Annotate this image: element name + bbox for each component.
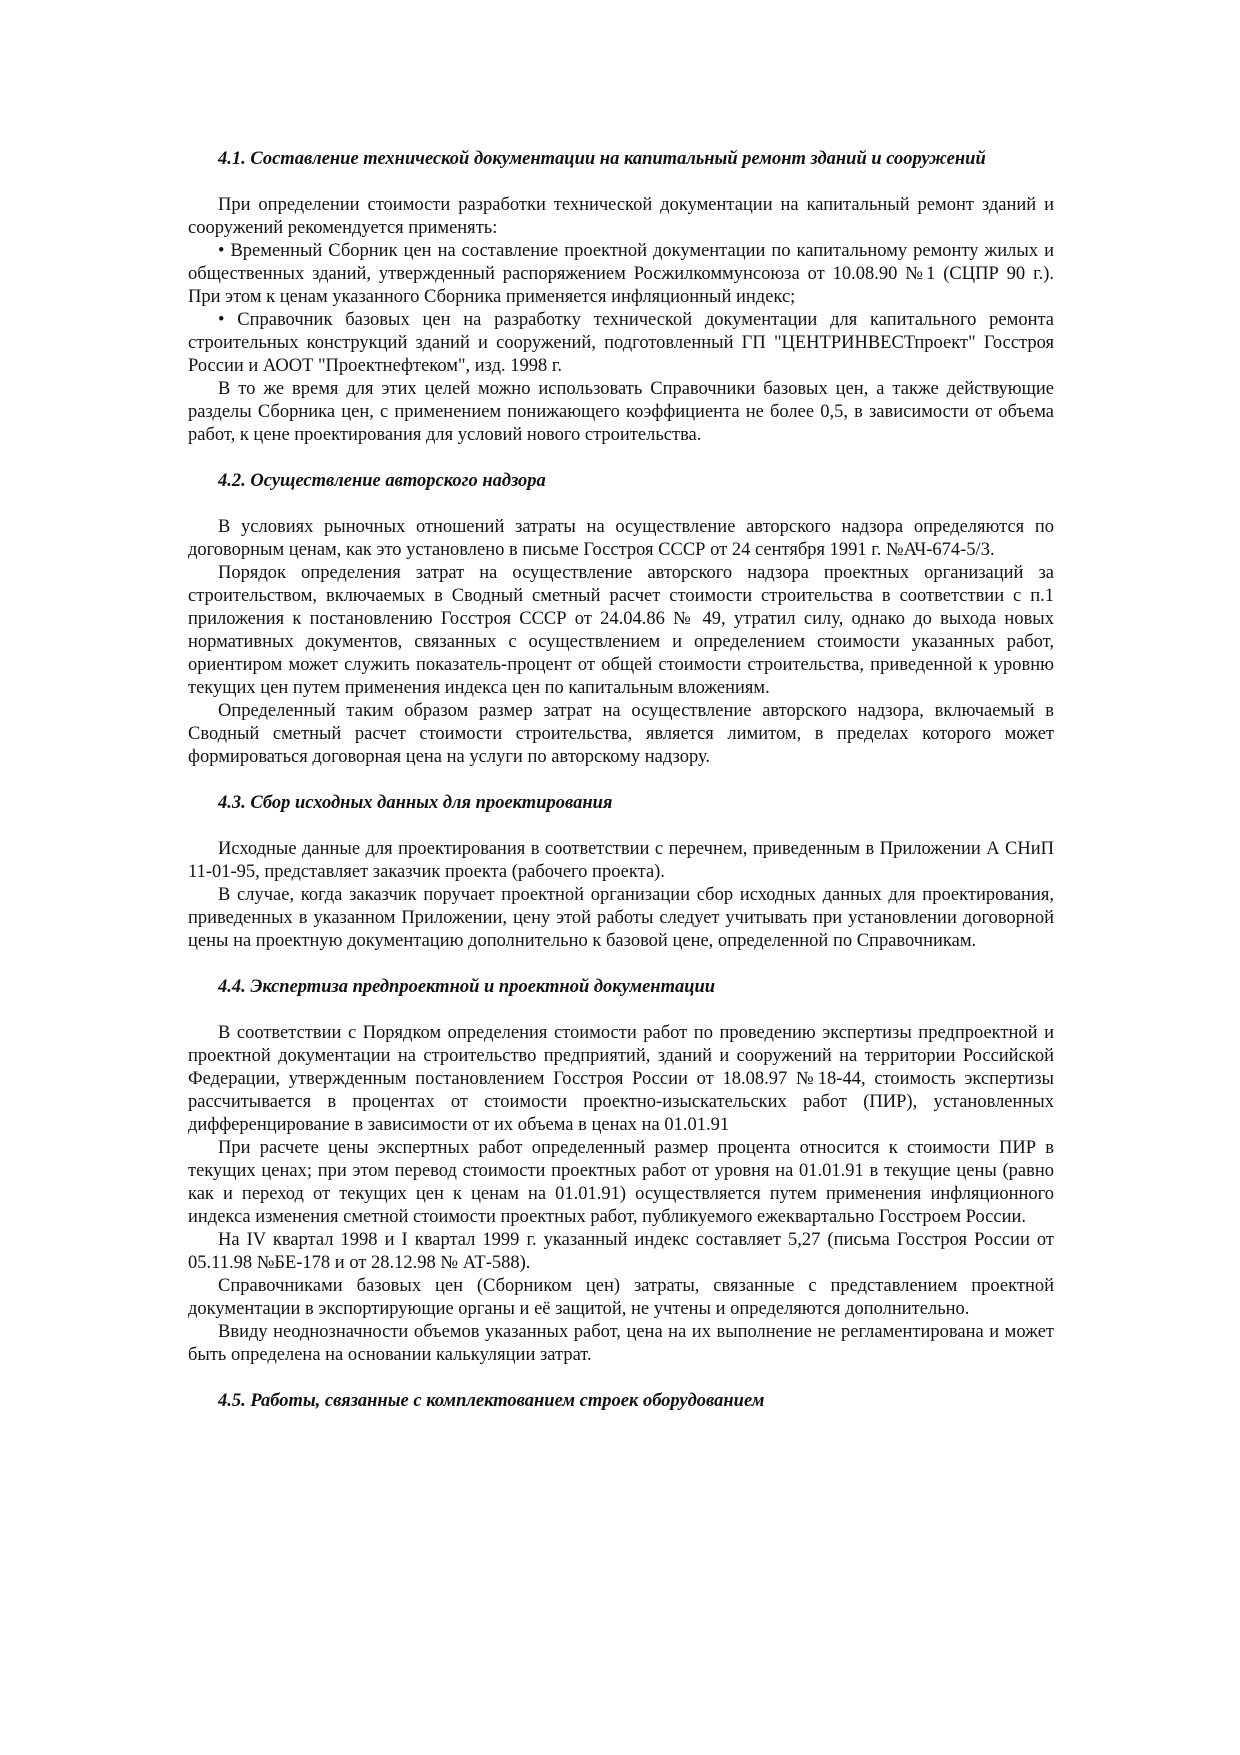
paragraph: Определенный таким образом размер затрат на осуществление авторского надзора, включаемый в Сводный сметный расчет стоимости строительства, является лимитом, в пределах которого может формироваться договорная цена на услуги по авторскому надзору. [188,701,1054,767]
paragraph: В случае, когда заказчик поручает проектной организации сбор исходных данных для проектирования, приведенных в указанном Приложении, цену этой работы следует учитывать при установлении договорной цены на проектную документацию дополнительно к базовой цене, определенной по Справочникам. [188,885,1054,951]
section-4-3 [188,792,1054,953]
section-4-4 [188,976,1054,1367]
paragraph: Порядок определения затрат на осуществление авторского надзора проектных организаций за строительством, включаемых в Сводный сметный расчет стоимости строительства в соответствии с п.1 приложения к постановлению Госстроя СССР от 24.04.86 № 49, утратил силу, однако до выхода новых нормативных документов, связанных с осуществлением и определением стоимости указанных работ, ориентиром может служить показатель-процент от общей стоимости строительства, приведенной к уровню текущих цен путем применения индекса цен по капитальным вложениям. [188,563,1054,698]
paragraph: Справочниками базовых цен (Сборником цен) затраты, связанные с представлением проектной документации в экспортирующие органы и её защитой, не учтены и определяются дополнительно. [188,1276,1054,1319]
paragraph: На IV квартал 1998 и I квартал 1999 г. указанный индекс составляет 5,27 (письма Госстроя России от 05.11.98 №БЕ-178 и от 28.12.98 № АТ-588). [188,1230,1054,1273]
paragraph: При определении стоимости разработки технической документации на капитальный ремонт зданий и сооружений рекомендуется применять: [188,195,1054,238]
paragraph: В то же время для этих целей можно использовать Справочники базовых цен, а также действующие разделы Сборника цен, с применением понижающего коэффициента не более 0,5, в зависимости от объема работ, к цене проектирования для условий нового строительства. [188,379,1054,445]
section-heading: 4.3. Сбор исходных данных для проектирования [218,793,613,813]
section-heading: 4.4. Экспертиза предпроектной и проектной документации [218,977,716,997]
section-heading: 4.2. Осуществление авторского надзора [218,471,546,491]
document-page [188,148,1054,1436]
paragraph: При расчете цены экспертных работ определенный размер процента относится к стоимости ПИР в текущих ценах; при этом перевод стоимости проектных работ от уровня на 01.01.91 в текущие цены (равно как и переход от текущих цен к ценам на 01.01.91) осуществляется путем применения инфляционного индекса изменения сметной стоимости проектных работ, публикуемого ежеквартально Госстроем России. [188,1138,1054,1227]
paragraph: Ввиду неоднозначности объемов указанных работ, цена на их выполнение не регламентирована и может быть определена на основании калькуляции затрат. [188,1322,1054,1365]
section-4-1 [188,148,1054,447]
paragraph: В соответствии с Порядком определения стоимости работ по проведению экспертизы предпроектной и проектной документации на строительство предприятий, зданий и сооружений на территории Российской Федерации, утвержденным постановлением Госстроя России от 18.08.97 №18-44, стоимость экспертизы рассчитывается в процентах от стоимости проектно-изыскательских работ (ПИР), установленных дифференцирование в зависимости от их объема в ценах на 01.01.91 [188,1023,1054,1135]
bullet-paragraph: • Временный Сборник цен на составление проектной документации по капитальному ремонту жилых и общественных зданий, утвержденный распоряжением Росжилкоммунсоюза от 10.08.90 №1 (СЦПР 90 г.). При этом к ценам указанного Сборника применяется инфляционный индекс; [188,241,1054,307]
paragraph: В условиях рыночных отношений затраты на осуществление авторского надзора определяются по договорным ценам, как это установлено в письме Госстроя СССР от 24 сентября 1991 г. №АЧ-674-5/3. [188,517,1054,560]
section-4-5 [188,1390,1054,1413]
section-heading: 4.1. Составление технической документации на капитальный ремонт зданий и сооружений [218,149,986,169]
paragraph: Исходные данные для проектирования в соответствии с перечнем, приведенным в Приложении А СНиП 11-01-95, представляет заказчик проекта (рабочего проекта). [188,839,1054,882]
bullet-paragraph: • Справочник базовых цен на разработку технической документации для капитального ремонта строительных конструкций зданий и сооружений, подготовленный ГП "ЦЕНТРИНВЕСТпроект" Госстроя России и АООТ "Проектнефтеком", изд. 1998 г. [188,310,1054,376]
section-heading: 4.5. Работы, связанные с комплектованием строек оборудованием [218,1391,765,1411]
section-4-2 [188,470,1054,769]
